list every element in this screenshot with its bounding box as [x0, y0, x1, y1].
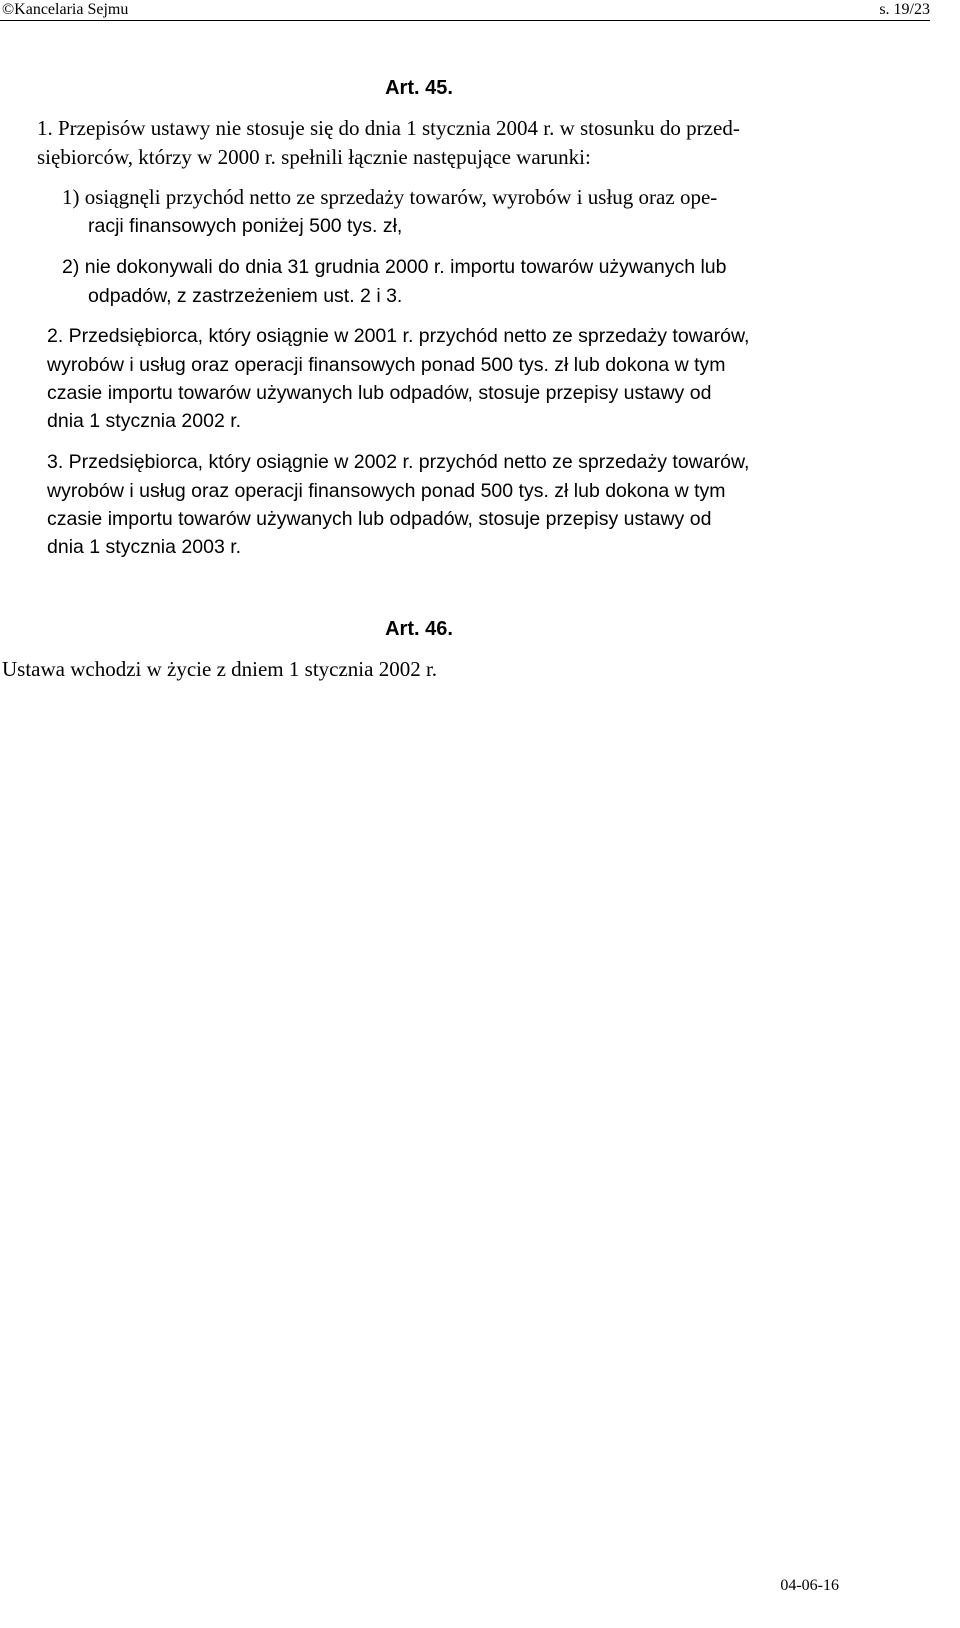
article-46-title: Art. 46.: [385, 618, 453, 640]
art45-ust3-line1: 3. Przedsiębiorca, który osiągnie w 2002 r. przychód netto ze sprzedaży towarów,: [47, 451, 750, 473]
footer-date: 04-06-16: [780, 1577, 839, 1594]
art45-ust3-line2: wyrobów i usług oraz operacji finansowych ponad 500 tys. zł lub dokona w tym: [47, 480, 726, 502]
art45-ust3-line4: dnia 1 stycznia 2003 r.: [47, 536, 242, 558]
art45-pkt2-line2: odpadów, z zastrzeżeniem ust. 2 i 3.: [88, 285, 403, 307]
art45-ust1-line1: 1. Przepisów ustawy nie stosuje się do dnia 1 stycznia 2004 r. w stosunku do przed-: [37, 116, 740, 140]
art46-text: Ustawa wchodzi w życie z dniem 1 stycznia 2002 r.: [2, 657, 438, 681]
art45-ust2-line2: wyrobów i usług oraz operacji finansowych ponad 500 tys. zł lub dokona w tym: [47, 354, 726, 376]
header-rule: [0, 20, 930, 21]
art45-pkt1-line1: 1) osiągnęli przychód netto ze sprzedaży towarów, wyrobów i usług oraz ope-: [62, 185, 718, 209]
art45-pkt1-line2: racji finansowych poniżej 500 tys. zł,: [88, 215, 403, 237]
art45-ust3-line3: czasie importu towarów używanych lub odpadów, stosuje przepisy ustawy od: [47, 508, 712, 530]
article-45-title: Art. 45.: [385, 77, 453, 99]
art45-ust1-line2: siębiorców, którzy w 2000 r. spełnili łącznie następujące warunki:: [37, 145, 591, 169]
header-publisher: ©Kancelaria Sejmu: [2, 1, 129, 18]
art45-ust2-line1: 2. Przedsiębiorca, który osiągnie w 2001 r. przychód netto ze sprzedaży towarów,: [47, 325, 750, 347]
art45-ust2-line4: dnia 1 stycznia 2002 r.: [47, 410, 242, 432]
page-header: [0, 0, 960, 22]
header-page-number: s. 19/23: [879, 1, 930, 18]
art45-ust2-line3: czasie importu towarów używanych lub odpadów, stosuje przepisy ustawy od: [47, 382, 712, 404]
art45-pkt2-line1: 2) nie dokonywali do dnia 31 grudnia 2000 r. importu towarów używanych lub: [62, 256, 727, 278]
